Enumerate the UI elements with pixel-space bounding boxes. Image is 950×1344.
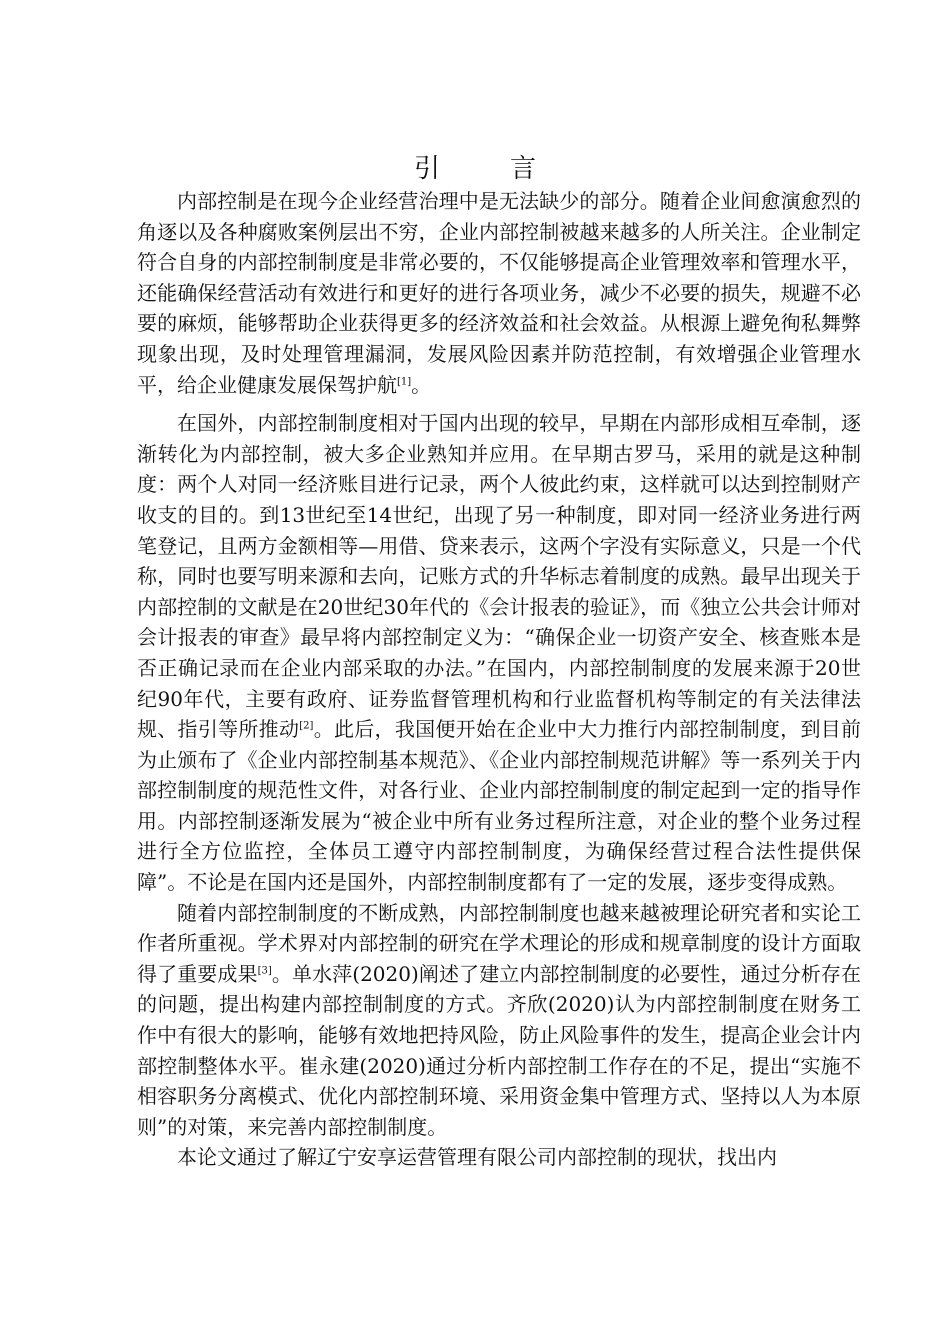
- paragraph-1: [137, 186, 861, 400]
- paragraph-3-text-continued: 。单水萍(2020)阐述了建立内部控制制度的必要性，通过分析存在的问题，提出构建内部控制制度的方式。齐欣(2020)认为内部控制制度在财务工作中有很大的影响，能够有效地把持风险，防止风险事件的发生，提高企业会计内部控制整体水平。崔永建(2020)通过分析内部控制工作存在的不足，提出“实施不相容职务分离模式、优化内部控制环境、采用资金集中管理方式、坚持以人为本原则”的对策，来完善内部控制制度。: [137, 961, 861, 1139]
- body-text: [137, 186, 861, 1173]
- citation-1: [1]: [397, 375, 412, 387]
- paragraph-1-text: 内部控制是在现今企业经营治理中是无法缺少的部分。随着企业间愈演愈烈的角逐以及各种腐败案例层出不穷，企业内部控制被越来越多的人所关注。企业制定符合自身的内部控制制度是非常必要的，不仅能够提高企业管理效率和管理水平，还能确保经营活动有效进行和更好的进行各项业务，减少不必要的损失，规避不必要的麻烦，能够帮助企业获得更多的经济效益和社会效益。从根源上避免徇私舞弊现象出现，及时处理管理漏洞，发展风险因素并防范控制，有效增强企业管理水平，给企业健康发展保驾护航: [137, 189, 861, 397]
- paragraph-3: [137, 898, 861, 1143]
- paragraph-4-text: 本论文通过了解辽宁安享运营管理有限公司内部控制的现状，找出内: [177, 1145, 777, 1170]
- citation-2: [2]: [299, 720, 314, 732]
- paragraph-2-text-continued: 。此后，我国便开始在企业中大力推行内部控制制度，到目前为止颁布了《企业内部控制基本规范》、《企业内部控制规范讲解》等一系列关于内部控制制度的规范性文件，对各行业、企业内部控制制度的制定起到一定的指导作用。内部控制逐渐发展为“被企业中所有业务过程所注意，对企业的整个业务过程进行全方位监控，全体员工遵守内部控制制度，为确保经营过程合法性提供保障”。不论是在国内还是国外，内部控制制度都有了一定的发展，逐步变得成熟。: [137, 717, 862, 895]
- paragraph-2-text: 在国外，内部控制制度相对于国内出现的较早，早期在内部形成相互牵制，逐渐转化为内部控制，被大多企业熟知并应用。在早期古罗马，采用的就是这种制度：两个人对同一经济账目进行记录，两个人彼此约束，这样就可以达到控制财产收支的目的。到13世纪至14世纪，出现了另一种制度，即对同一经济业务进行两笔登记，且两方金额相等—用借、贷来表示，这两个字没有实际意义，只是一个代称，同时也要写明来源和去向，记账方式的升华标志着制度的成熟。最早出现关于内部控制的文献是在20世纪30年代的《会计报表的验证》，而《独立公共会计师对会计报表的审查》最早将内部控制定义为：“确保企业一切资产安全、核查账本是否正确记录而在企业内部采取的办法。”在国内，内部控制制度的发展来源于20世纪90年代，主要有政府、证券监督管理机构和行业监督机构等制定的有关法律法规、指引等所推动: [137, 411, 861, 742]
- paragraph-2: [137, 408, 861, 898]
- paragraph-1-end: 。: [411, 372, 432, 397]
- paragraph-3-text: 随着内部控制制度的不断成熟，内部控制制度也越来越被理论研究者和实论工作者所重视。学术界对内部控制的研究在学术理论的形成和规章制度的设计方面取得了重要成果: [137, 900, 861, 986]
- citation-3: [3]: [257, 965, 272, 977]
- paragraph-4: [137, 1142, 861, 1173]
- page-title: 引 言: [413, 154, 558, 184]
